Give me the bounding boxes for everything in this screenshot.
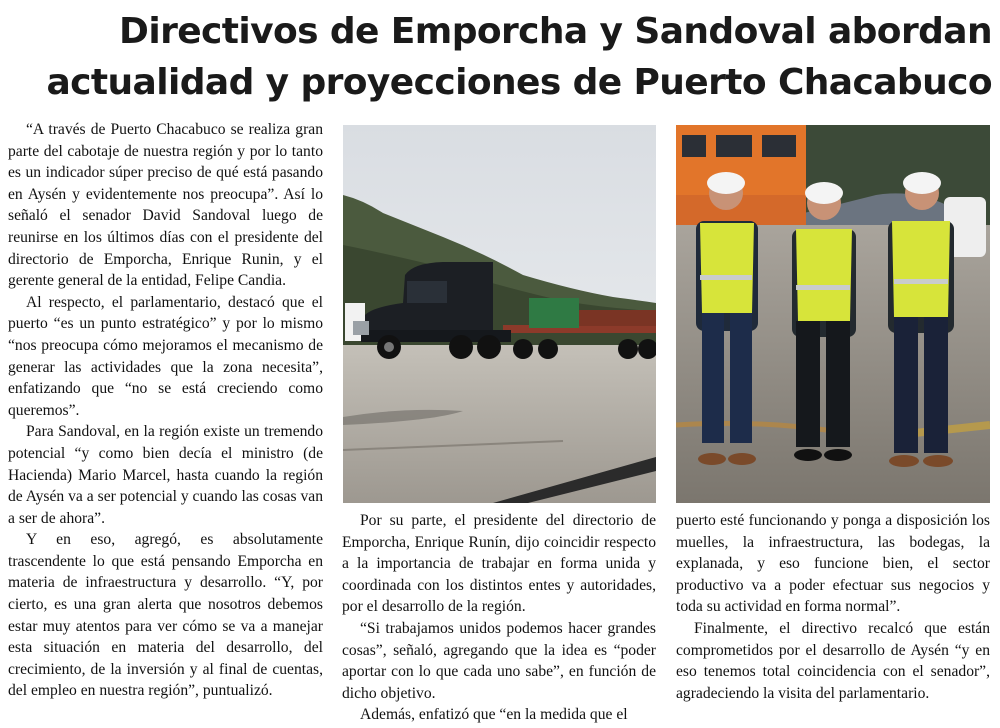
- headline-line-2: actualidad y proyecciones de Puerto Chacabuco: [46, 62, 992, 103]
- article-column-3: [676, 510, 990, 704]
- article-column-1: [8, 119, 323, 702]
- article-headline: [40, 6, 992, 108]
- article-column-2: [342, 510, 656, 726]
- truck-port-photo: [343, 125, 656, 503]
- paragraph: Y en eso, agregó, es absolutamente trascendente lo que está pensando Emporcha en materia de infraestructura y desarrollo. “Y, por cierto, es una gran alerta que nosotros debemos estar muy atentos para ver cómo se va a manejar esta situación en materia del desarrollo, del crecimiento, de la inversión y al final de cuentas, del empleo en nuestra región”, puntualizó.: [8, 531, 323, 700]
- paragraph: “Si trabajamos unidos podemos hacer grandes cosas”, señaló, agregando que la idea es “poder aportar con lo que cada uno sabe”, en función de dicho objetivo.: [342, 619, 656, 702]
- headline-line-1: Directivos de Emporcha y Sandoval abordan: [119, 11, 992, 52]
- paragraph: Para Sandoval, en la región existe un tremendo potencial “y como bien decía el ministro (de Hacienda) Mario Marcel, hasta cuando la región de Aysén va a ser potencial y cuando las cosas van a ser de ahora”.: [8, 423, 323, 527]
- paragraph: “A través de Puerto Chacabuco se realiza gran parte del cabotaje de nuestra región y por lo tanto es un indicador súper preciso de qué está pasando en Aysén y evidentemente nos preocupa”. Así lo señaló el senador David Sandoval luego de reunirse en los últimos días con el presidente del directorio de Emporcha, Enrique Runin, y el gerente general de la entidad, Felipe Candia.: [8, 121, 323, 290]
- paragraph: Finalmente, el directivo recalcó que están comprometidos por el desarrollo de Aysén “y en eso tenemos total coincidencia con el senador”, agradeciendo la visita del parlamentario.: [676, 619, 990, 702]
- paragraph: Al respecto, el parlamentario, destacó que el puerto “es un punto estratégico” y por lo mismo “nos preocupa cómo mejoramos el mecanismo de generar las actividades que la zona necesita”, enfatizando que “no se está creciendo como queremos”.: [8, 293, 323, 419]
- paragraph: Además, enfatizó que “en la medida que el: [360, 706, 628, 724]
- paragraph: puerto esté funcionando y ponga a disposición los muelles, la infraestructura, las bodegas, la explanada, y eso funcione bien, el sector productivo va a poder efectuar sus negocios y toda su actividad en forma normal”.: [676, 512, 990, 616]
- three-men-safety-vests-photo: [676, 125, 990, 503]
- paragraph: Por su parte, el presidente del directorio de Emporcha, Enrique Runín, dijo coincidir respecto a la importancia de trabajar en forma unida y coordinada con los distintos entes y autoridades, por el desarrollo de la región.: [342, 512, 656, 616]
